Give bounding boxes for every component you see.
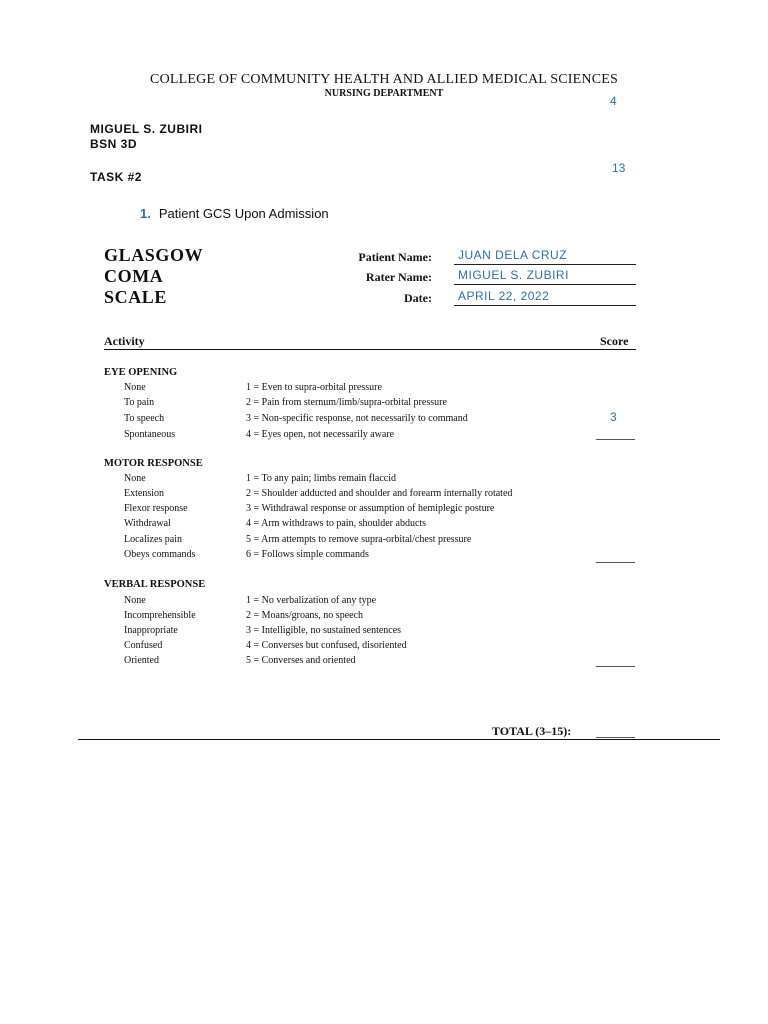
annotation-mid: 13 — [612, 161, 626, 175]
eye-opening-score-line — [596, 439, 635, 440]
date-label: Date: — [404, 291, 432, 305]
eye-row-label: To pain — [124, 397, 155, 408]
motor-row-label: Extension — [124, 488, 164, 499]
eye-row-desc: 2 = Pain from sternum/limb/supra-orbital pressure — [246, 397, 447, 408]
page-bottom-rule — [78, 739, 720, 740]
motor-row-label: Withdrawal — [124, 518, 171, 529]
rater-name-field[interactable]: MIGUEL S. ZUBIRI — [454, 268, 636, 285]
verbal-row-label: Oriented — [124, 655, 159, 666]
header-divider — [104, 349, 636, 350]
eye-row-desc: 3 = Non-specific response, not necessarily to command — [246, 413, 468, 424]
form-title-line-2: COMA — [104, 266, 164, 286]
section-number: 1. — [140, 206, 151, 221]
total-score-line — [596, 737, 635, 738]
eye-row-label: Spontaneous — [124, 429, 176, 440]
motor-row-desc: 4 = Arm withdraws to pain, shoulder abducts — [246, 518, 427, 529]
verbal-row-desc: 5 = Converses and oriented — [246, 655, 356, 666]
motor-row-label: None — [124, 473, 146, 484]
verbal-row-desc: 2 = Moans/groans, no speech — [246, 610, 364, 621]
eye-row-desc: 1 = Even to supra-orbital pressure — [246, 382, 382, 393]
motor-row-desc: 5 = Arm attempts to remove supra-orbital/chest pressure — [246, 534, 472, 545]
motor-row-desc: 3 = Withdrawal response or assumption of hemiplegic posture — [246, 503, 495, 514]
motor-row-label: Obeys commands — [124, 549, 196, 560]
verbal-row-desc: 3 = Intelligible, no sustained sentences — [246, 625, 402, 636]
verbal-row-label: None — [124, 595, 146, 606]
motor-row-desc: 6 = Follows simple commands — [246, 549, 369, 560]
motor-response-title: MOTOR RESPONSE — [104, 458, 203, 469]
department-name: NURSING DEPARTMENT — [324, 88, 444, 99]
total-label: TOTAL (3–15): — [492, 724, 572, 738]
motor-row-label: Localizes pain — [124, 534, 183, 545]
patient-name-field[interactable]: JUAN DELA CRUZ — [454, 248, 636, 265]
form-title-line-1: GLASGOW — [104, 245, 204, 265]
verbal-row-label: Incomprehensible — [124, 610, 196, 621]
rater-name-label: Rater Name: — [365, 270, 432, 284]
student-course: BSN 3D — [90, 137, 138, 151]
form-title-line-3: SCALE — [104, 287, 168, 307]
eye-row-label: To speech — [124, 413, 165, 424]
section-heading — [140, 206, 329, 221]
eye-row-desc: 4 = Eyes open, not necessarily aware — [246, 429, 395, 440]
patient-name-label: Patient Name: — [358, 250, 432, 264]
eye-opening-title: EYE OPENING — [104, 367, 178, 378]
motor-row-desc: 1 = To any pain; limbs remain flaccid — [246, 473, 396, 484]
motor-row-label: Flexor response — [124, 503, 188, 514]
eye-opening-score[interactable]: 3 — [610, 410, 617, 424]
college-name: COLLEGE OF COMMUNITY HEALTH AND ALLIED MEDICAL SCIENCES — [150, 72, 618, 87]
verbal-response-title: VERBAL RESPONSE — [104, 579, 206, 590]
activity-column-header: Activity — [104, 334, 145, 348]
verbal-row-desc: 1 = No verbalization of any type — [246, 595, 377, 606]
task-label: TASK #2 — [90, 170, 142, 184]
section-title: Patient GCS Upon Admission — [158, 206, 329, 221]
student-name: MIGUEL S. ZUBIRI — [90, 122, 203, 136]
date-field[interactable]: APRIL 22, 2022 — [454, 289, 636, 306]
verbal-row-label: Confused — [124, 640, 163, 651]
verbal-response-score-line — [596, 666, 635, 667]
verbal-row-label: Inappropriate — [124, 625, 178, 636]
motor-row-desc: 2 = Shoulder adducted and shoulder and forearm internally rotated — [246, 488, 513, 499]
annotation-top: 4 — [610, 94, 617, 108]
verbal-row-desc: 4 = Converses but confused, disoriented — [246, 640, 407, 651]
score-column-header: Score — [600, 334, 629, 348]
eye-row-label: None — [124, 382, 146, 393]
motor-response-score-line — [596, 562, 635, 563]
